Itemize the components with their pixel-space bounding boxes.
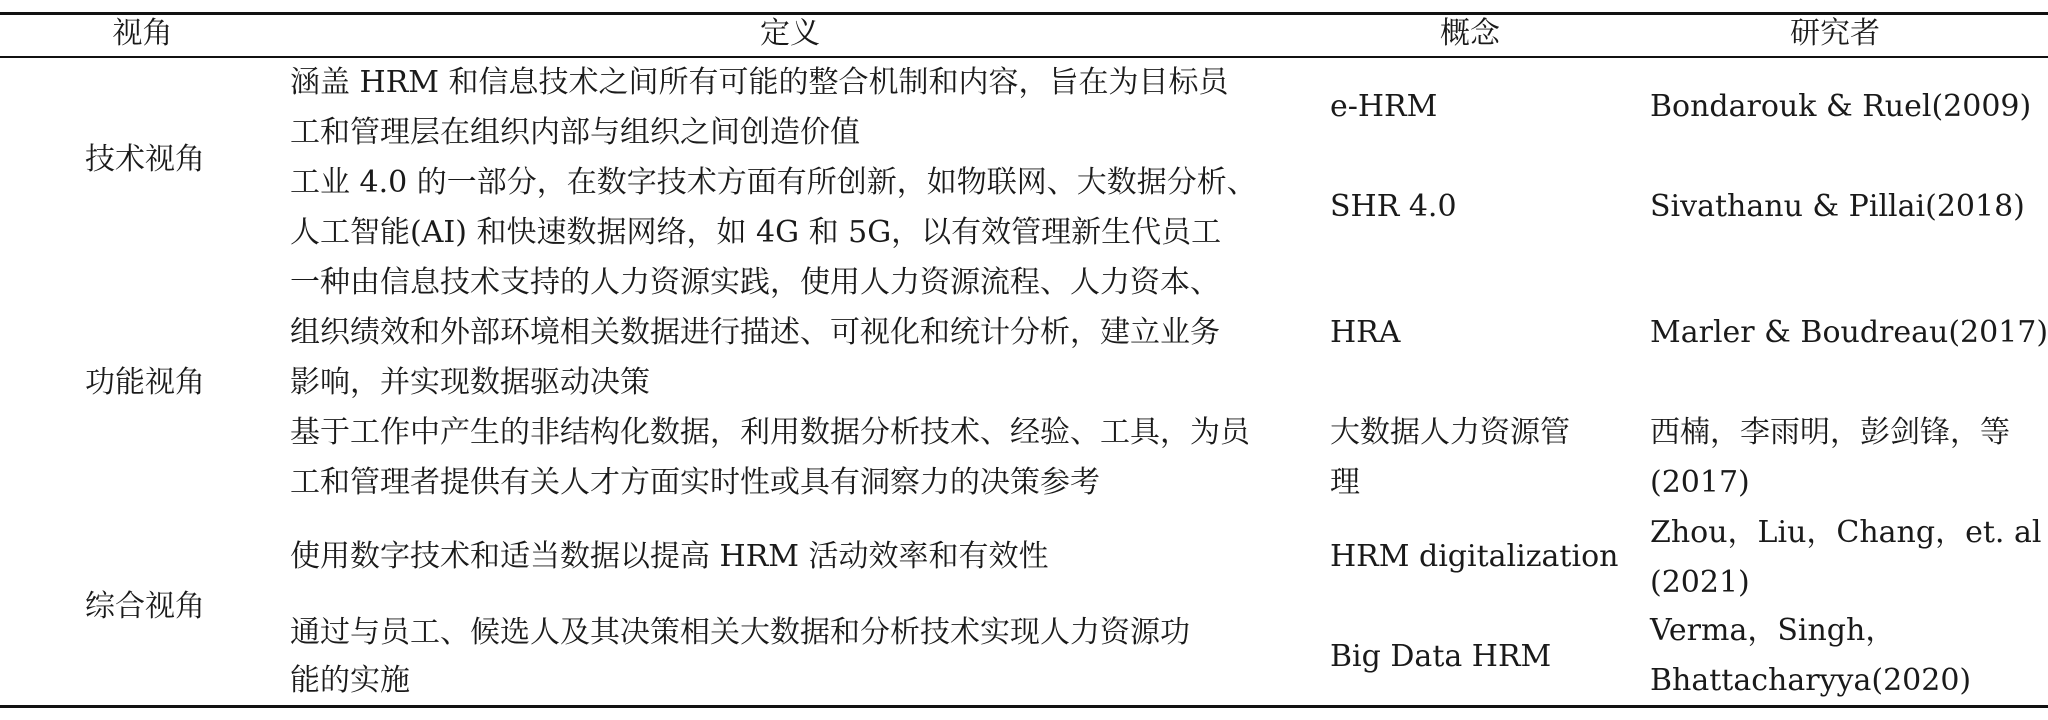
header-researcher: 研究者 — [1790, 16, 1880, 51]
header-concept: 概念 — [1440, 16, 1500, 51]
definition-line: 工业 4.0 的一部分，在数字技术方面有所创新，如物联网、大数据分析、 — [290, 165, 1257, 200]
definition-line: 影响，并实现数据驱动决策 — [290, 365, 650, 400]
table-bottom-rule — [0, 705, 2048, 708]
concept-cell: Big Data HRM — [1330, 639, 1552, 674]
researcher-line: 西楠，李雨明，彭剑锋，等 — [1650, 415, 2010, 450]
researcher-line: (2021) — [1650, 565, 1750, 600]
concept-cell: SHR 4.0 — [1330, 189, 1457, 224]
definition-line: 基于工作中产生的非结构化数据，利用数据分析技术、经验、工具，为员 — [290, 415, 1250, 450]
concept-cell: e-HRM — [1330, 89, 1438, 124]
concept-cell: HRM digitalization — [1330, 539, 1619, 574]
definition-line: 涵盖 HRM 和信息技术之间所有可能的整合机制和内容，旨在为目标员 — [290, 65, 1229, 100]
group-label-technical: 技术视角 — [85, 142, 205, 177]
researcher-line: (2017) — [1650, 465, 1750, 500]
researcher-line: Bhattacharyya(2020) — [1650, 663, 1972, 698]
header-perspective: 视角 — [112, 16, 173, 51]
researcher-line: Verma，Singh， — [1650, 613, 1896, 648]
concept-line: 理 — [1330, 465, 1360, 500]
definition-line: 能的实施 — [290, 663, 410, 698]
researcher-cell: Marler & Boudreau(2017) — [1650, 315, 2048, 350]
definition-line: 工和管理者提供有关人才方面实时性或具有洞察力的决策参考 — [290, 465, 1100, 500]
group-label-functional: 功能视角 — [85, 365, 205, 400]
definition-line: 人工智能(AI) 和快速数据网络，如 4G 和 5G，以有效管理新生代员工 — [290, 215, 1222, 250]
definition-line: 通过与员工、候选人及其决策相关大数据和分析技术实现人力资源功 — [290, 615, 1190, 650]
researcher-cell: Sivathanu & Pillai(2018) — [1650, 189, 2025, 224]
concept-cell: HRA — [1330, 315, 1401, 350]
definition-line: 组织绩效和外部环境相关数据进行描述、可视化和统计分析，建立业务 — [290, 315, 1220, 350]
researcher-cell: Bondarouk & Ruel(2009) — [1650, 89, 2032, 124]
researcher-line: Zhou，Liu，Chang，et. al — [1650, 515, 2042, 550]
group-label-integrated: 综合视角 — [85, 589, 205, 624]
header-definition: 定义 — [760, 16, 820, 51]
concept-line: 大数据人力资源管 — [1330, 415, 1570, 450]
definition-line: 一种由信息技术支持的人力资源实践，使用人力资源流程、人力资本、 — [290, 265, 1220, 300]
definition-line: 使用数字技术和适当数据以提高 HRM 活动效率和有效性 — [290, 539, 1049, 574]
definition-line: 工和管理层在组织内部与组织之间创造价值 — [290, 115, 860, 150]
